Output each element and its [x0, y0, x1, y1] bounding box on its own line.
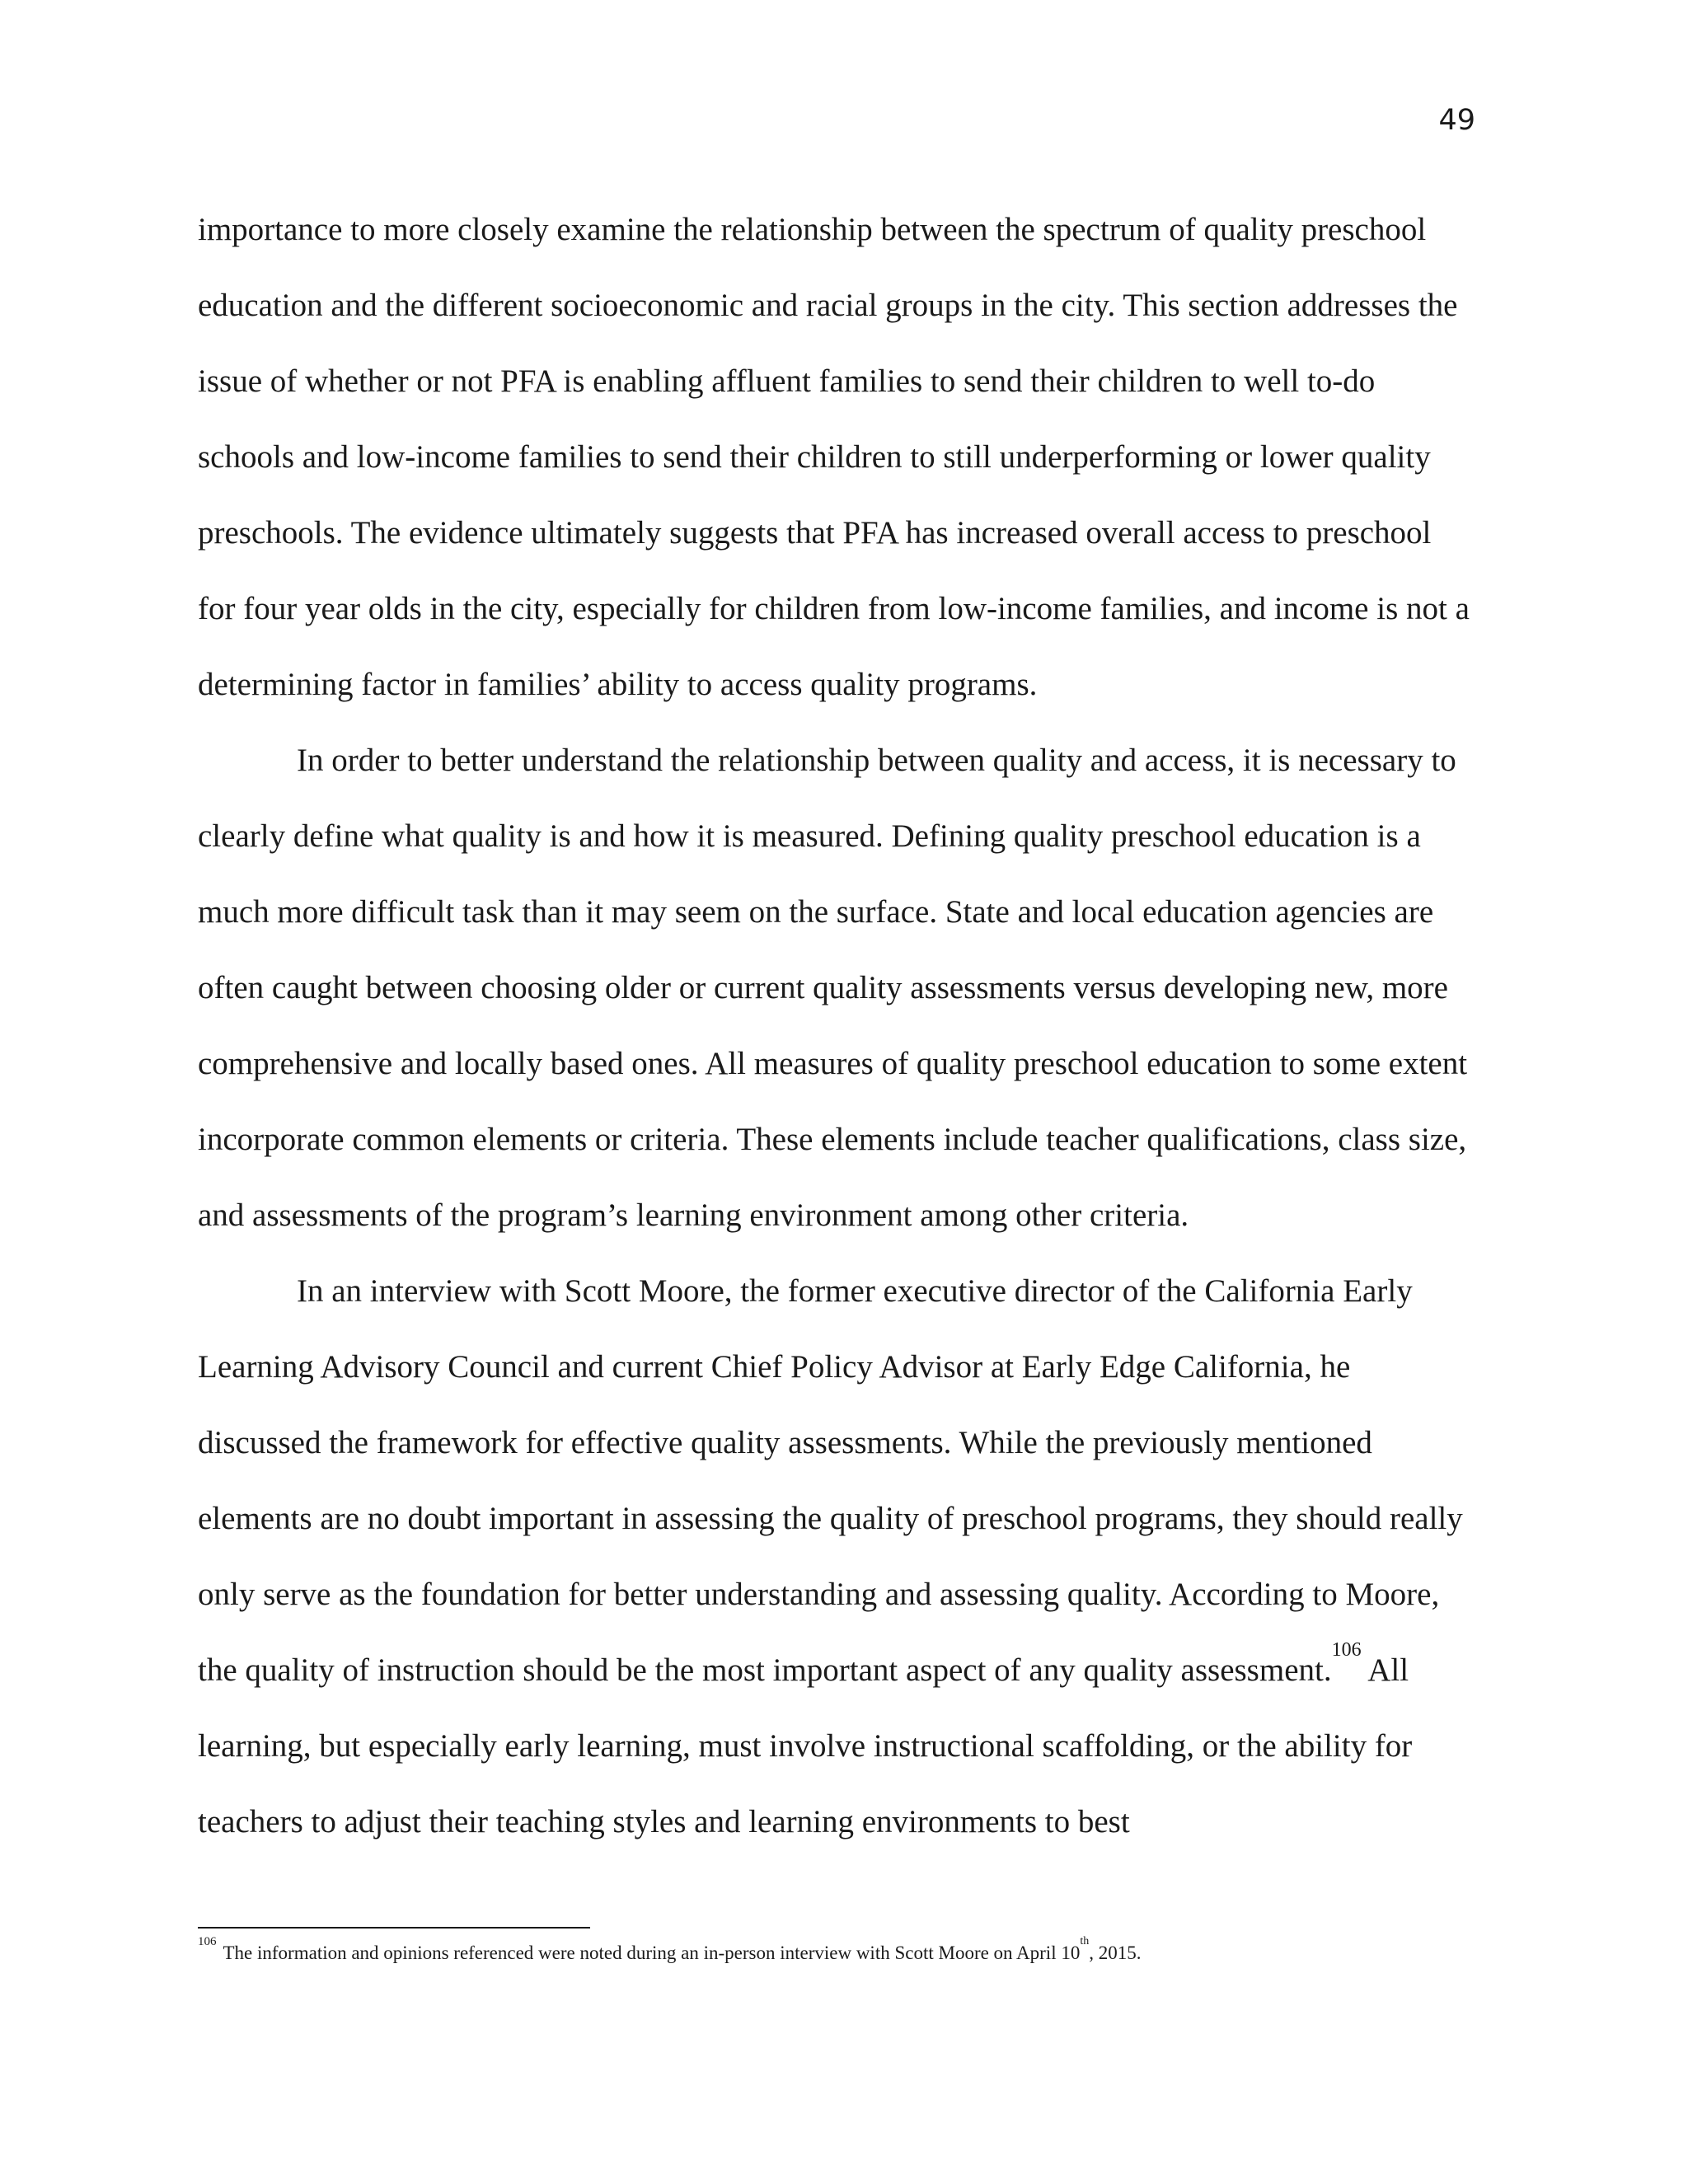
footnote-ordinal-suffix: th	[1080, 1935, 1090, 1948]
paragraph-3-text-before-ref: In an interview with Scott Moore, the former executive director of the California Early Learning Advisory Council and current Chief Policy Advisor at Early Edge California, he discussed the framework for effective quality assessments. While the previously mentioned elements are no doubt important in assessing the quality of preschool programs, they should really only serve as the foundation for better understanding and assessing quality. According to Moore, the quality of instruction should be the most important aspect of any quality assessment.	[198, 1273, 1463, 1688]
paragraph-1: importance to more closely examine the relationship between the spectrum of quality preschool education and the different socioeconomic and racial groups in the city. This section addresses the issue of whether or not PFA is enabling affluent families to send their children to well to-do schools and low-income families to send their children to still underperforming or lower quality preschools. The evidence ultimately suggests that PFA has increased overall access to preschool for four year olds in the city, especially for children from low-income families, and income is not a determining factor in families’ ability to access quality programs.	[198, 212, 1470, 702]
footnote-text-after-sup: , 2015.	[1089, 1943, 1142, 1963]
footnote-text-before-sup: The information and opinions referenced were noted during an in-person interview with Scott Moore on April 10	[223, 1943, 1081, 1963]
body-text	[198, 192, 1475, 1860]
footnote	[198, 1935, 1475, 1968]
footnote-reference: 106	[1331, 1639, 1362, 1661]
paragraph-2: In order to better understand the relationship between quality and access, it is necessary to clearly define what quality is and how it is measured. Defining quality preschool education is a much more difficult task than it may seem on the surface. State and local education agencies are often caught between choosing older or current quality assessments versus developing new, more comprehensive and locally based ones. All measures of quality preschool education to some extent incorporate common elements or criteria. These elements include teacher qualifications, class size, and assessments of the program’s learning environment among other criteria.	[198, 743, 1468, 1233]
paragraph-3	[198, 1254, 1475, 1860]
paragraph-3-text-after-ref: All learning, but especially early learning, must involve instructional scaffolding, or the ability for teachers to adjust their teaching styles and learning environments to best	[198, 1652, 1413, 1840]
page-number: 49	[1438, 104, 1475, 137]
footnote-separator	[198, 1927, 590, 1929]
footnote-marker: 106	[198, 1935, 217, 1949]
